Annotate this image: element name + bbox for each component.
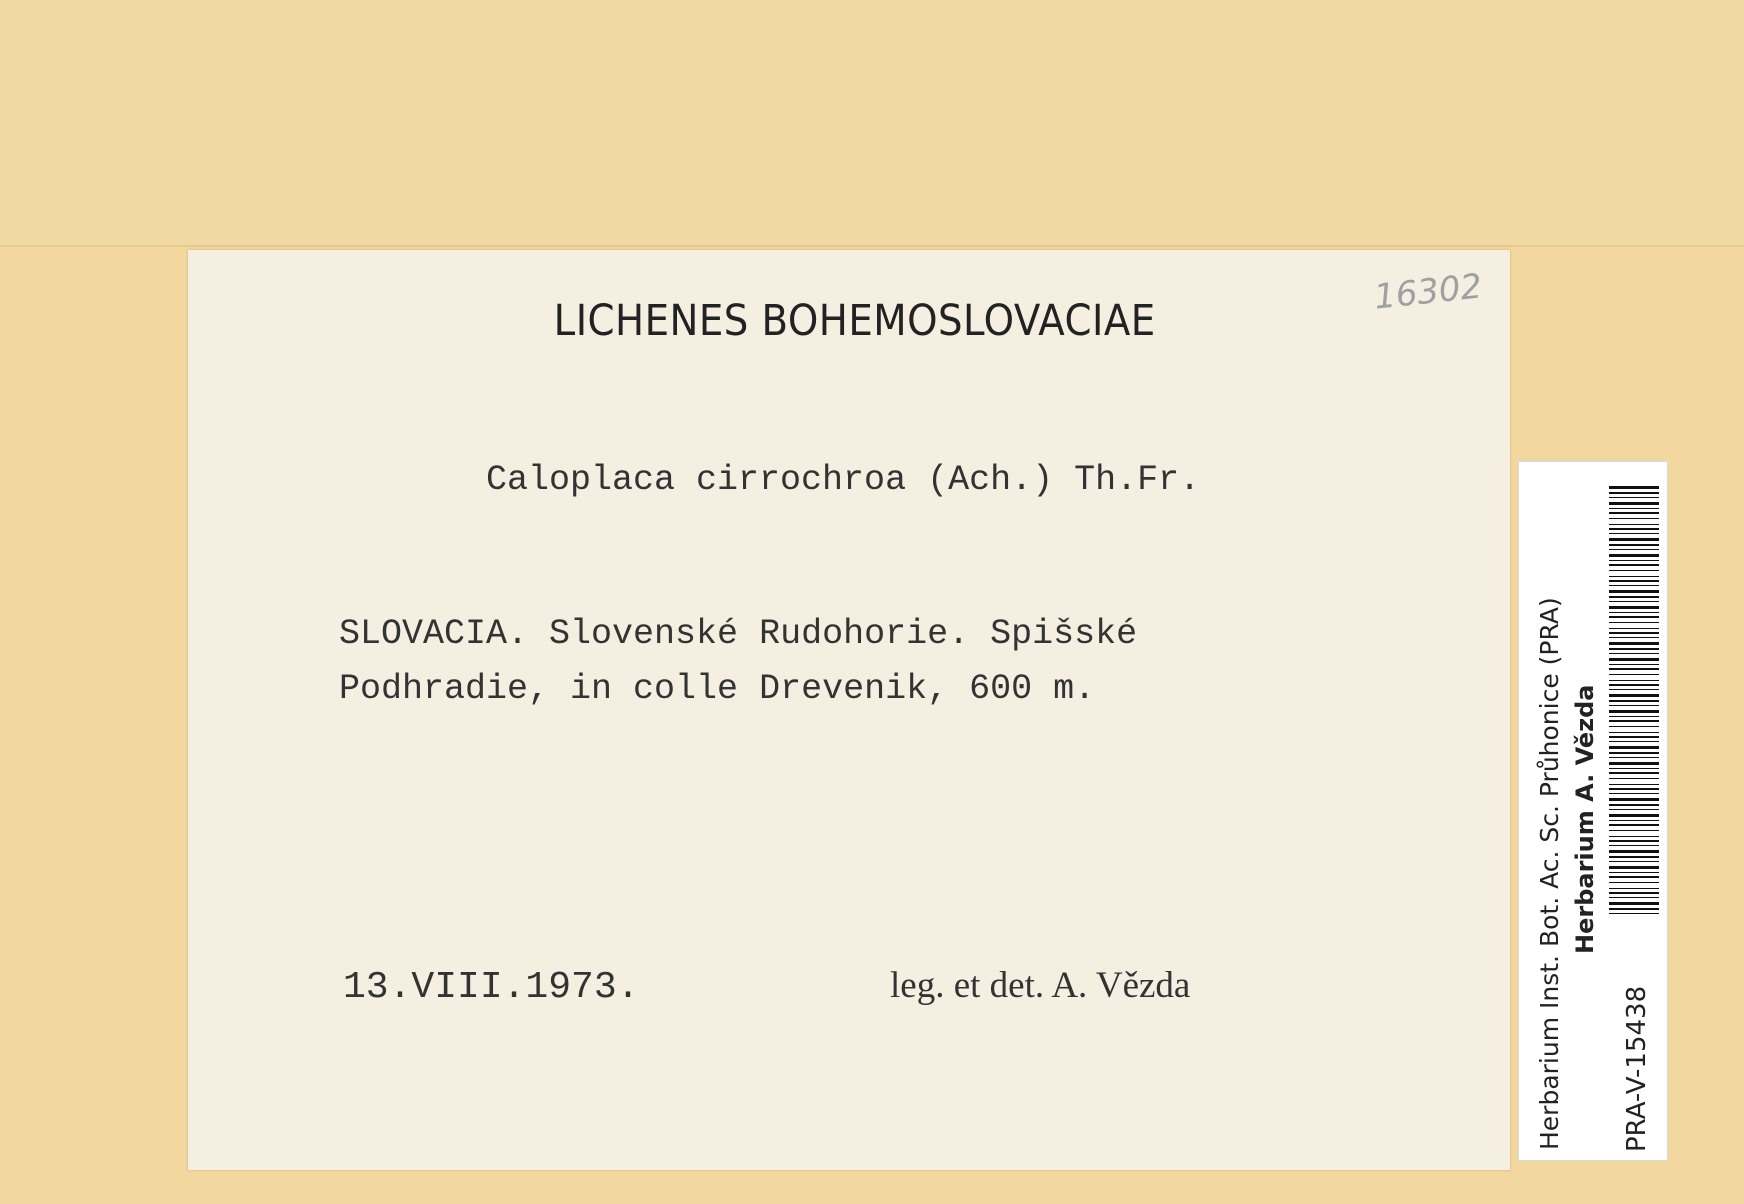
collection-date: 13.VIII.1973. [343,966,640,1009]
species-name: Caloplaca cirrochroa (Ach.) Th.Fr. [486,460,1201,500]
catalog-number: PRA-V-15438 [1622,985,1652,1152]
collection-name: Herbarium A. Vězda [1571,684,1599,954]
locality-line-2: Podhradie, in colle Drevenik, 600 m. [339,669,1096,709]
mounting-sheet-upper [0,0,1744,245]
specimen-label [188,250,1510,1170]
locality [339,607,1137,717]
collector: leg. et det. A. Vězda [890,965,1191,1006]
handwritten-number: 16302 [1372,266,1484,318]
barcode-icon [1609,486,1659,914]
institution-name: Herbarium Inst. Bot. Ac. Sc. Průhonice (PRA) [1535,597,1564,1150]
label-title: LICHENES BOHEMOSLOVACIAE [553,296,1156,346]
herbarium-barcode-strip [1518,461,1668,1161]
locality-line-1: SLOVACIA. Slovenské Rudohorie. Spišské [339,614,1138,654]
